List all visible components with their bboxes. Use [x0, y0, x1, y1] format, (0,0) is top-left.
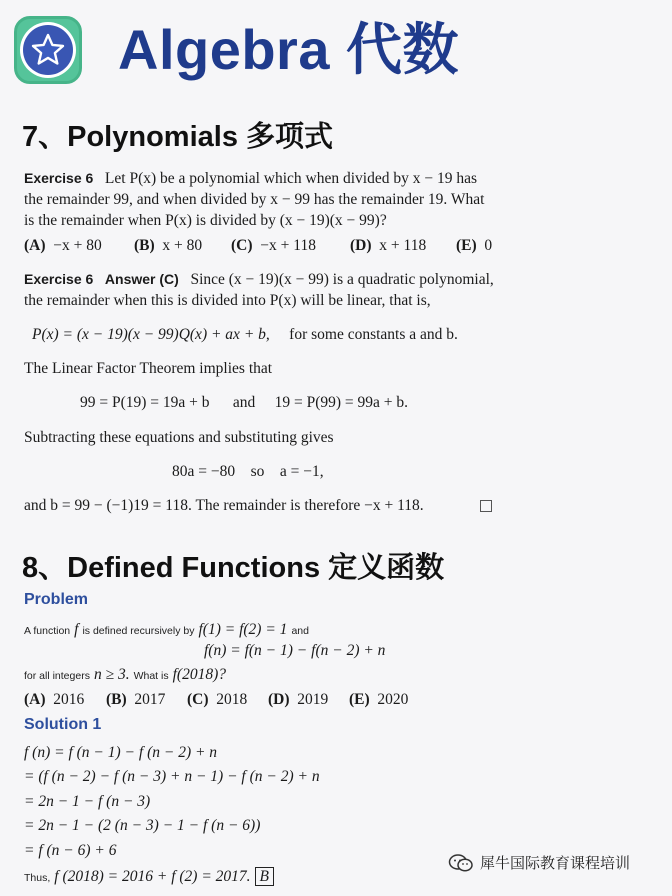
star-icon	[30, 32, 66, 68]
problem-option-d: (D) 2019	[268, 691, 329, 708]
equation-3: 80a = −80 so a = −1,	[172, 463, 324, 480]
equation-2: 99 = P(19) = 19a + b and 19 = P(99) = 99a + b.	[80, 394, 409, 411]
solution-label: Solution 1	[24, 716, 102, 733]
problem-option-e: (E) 2020	[349, 691, 409, 708]
definition-line: A function f is defined recursively by f(1) = f(2) = 1 and	[24, 621, 309, 638]
qed-box	[480, 499, 492, 517]
solution-step-4: = 2n − 1 − (2 (n − 3) − 1 − f (n − 6))	[24, 817, 261, 834]
thus-line: Thus, f (2018) = 2016 + f (2) = 2017. B	[24, 866, 274, 887]
option-c: (C) −x + 118	[231, 237, 316, 254]
solution-step-3: = 2n − 1 − f (n − 3)	[24, 793, 151, 810]
answer-exercise-label: Exercise 6	[24, 271, 94, 287]
solution-step-1: f (n) = f (n − 1) − f (n − 2) + n	[24, 744, 218, 761]
answer-line-2: the remainder when this is divided into P(x) will be linear, that is,	[24, 292, 431, 309]
answer-line-1: Exercise 6 Answer (C) Since (x − 19)(x − 99) is a quadratic polynomial,	[24, 271, 494, 288]
exercise-question-line-2: the remainder 99, and when divided by x − 99 has the remainder 19. What	[24, 191, 485, 208]
problem-option-b: (B) 2017	[106, 691, 166, 708]
solution-step-5: = f (n − 6) + 6	[24, 842, 117, 859]
problem-option-c: (C) 2018	[187, 691, 248, 708]
app-logo	[14, 16, 82, 84]
solution-step-2: = (f (n − 2) − f (n − 3) + n − 1) − f (n − 2) + n	[24, 768, 320, 785]
option-d: (D) x + 118	[350, 237, 427, 254]
star-badge	[23, 25, 73, 75]
option-e: (E) 0	[456, 237, 493, 254]
equation-1: P(x) = (x − 19)(x − 99)Q(x) + ax + b, for some constants a and b.	[32, 326, 458, 343]
problem-option-a: (A) 2016	[24, 691, 85, 708]
section-8-heading: 8、Defined Functions 定义函数	[22, 552, 445, 584]
watermark-text: 犀牛国际教育课程培训	[480, 854, 631, 872]
linear-factor-line: The Linear Factor Theorem implies that	[24, 360, 273, 377]
exercise-question-line-1: Exercise 6 Let P(x) be a polynomial which when divided by x − 19 has	[24, 170, 477, 187]
page-title: Algebra 代数	[118, 18, 460, 81]
exercise-label: Exercise 6	[24, 170, 94, 186]
forall-line: for all integers n ≥ 3. What is f(2018)?	[24, 666, 226, 683]
exercise-question-line-3: is the remainder when P(x) is divided by (x − 19)(x − 99)?	[24, 212, 387, 229]
recursion-equation: f(n) = f(n − 1) − f(n − 2) + n	[204, 642, 386, 659]
answer-box: B	[255, 867, 274, 886]
wechat-icon	[448, 853, 474, 873]
problem-label: Problem	[24, 591, 89, 608]
option-b: (B) x + 80	[134, 237, 203, 254]
watermark	[448, 852, 630, 873]
option-a: (A) −x + 80	[24, 237, 102, 254]
section-7-heading: 7、Polynomials 多项式	[22, 121, 334, 153]
answer-tag: Answer (C)	[104, 271, 179, 287]
subtract-line: Subtracting these equations and substituting gives	[24, 429, 334, 446]
final-line: and b = 99 − (−1)19 = 118. The remainder is therefore −x + 118.	[24, 497, 424, 514]
